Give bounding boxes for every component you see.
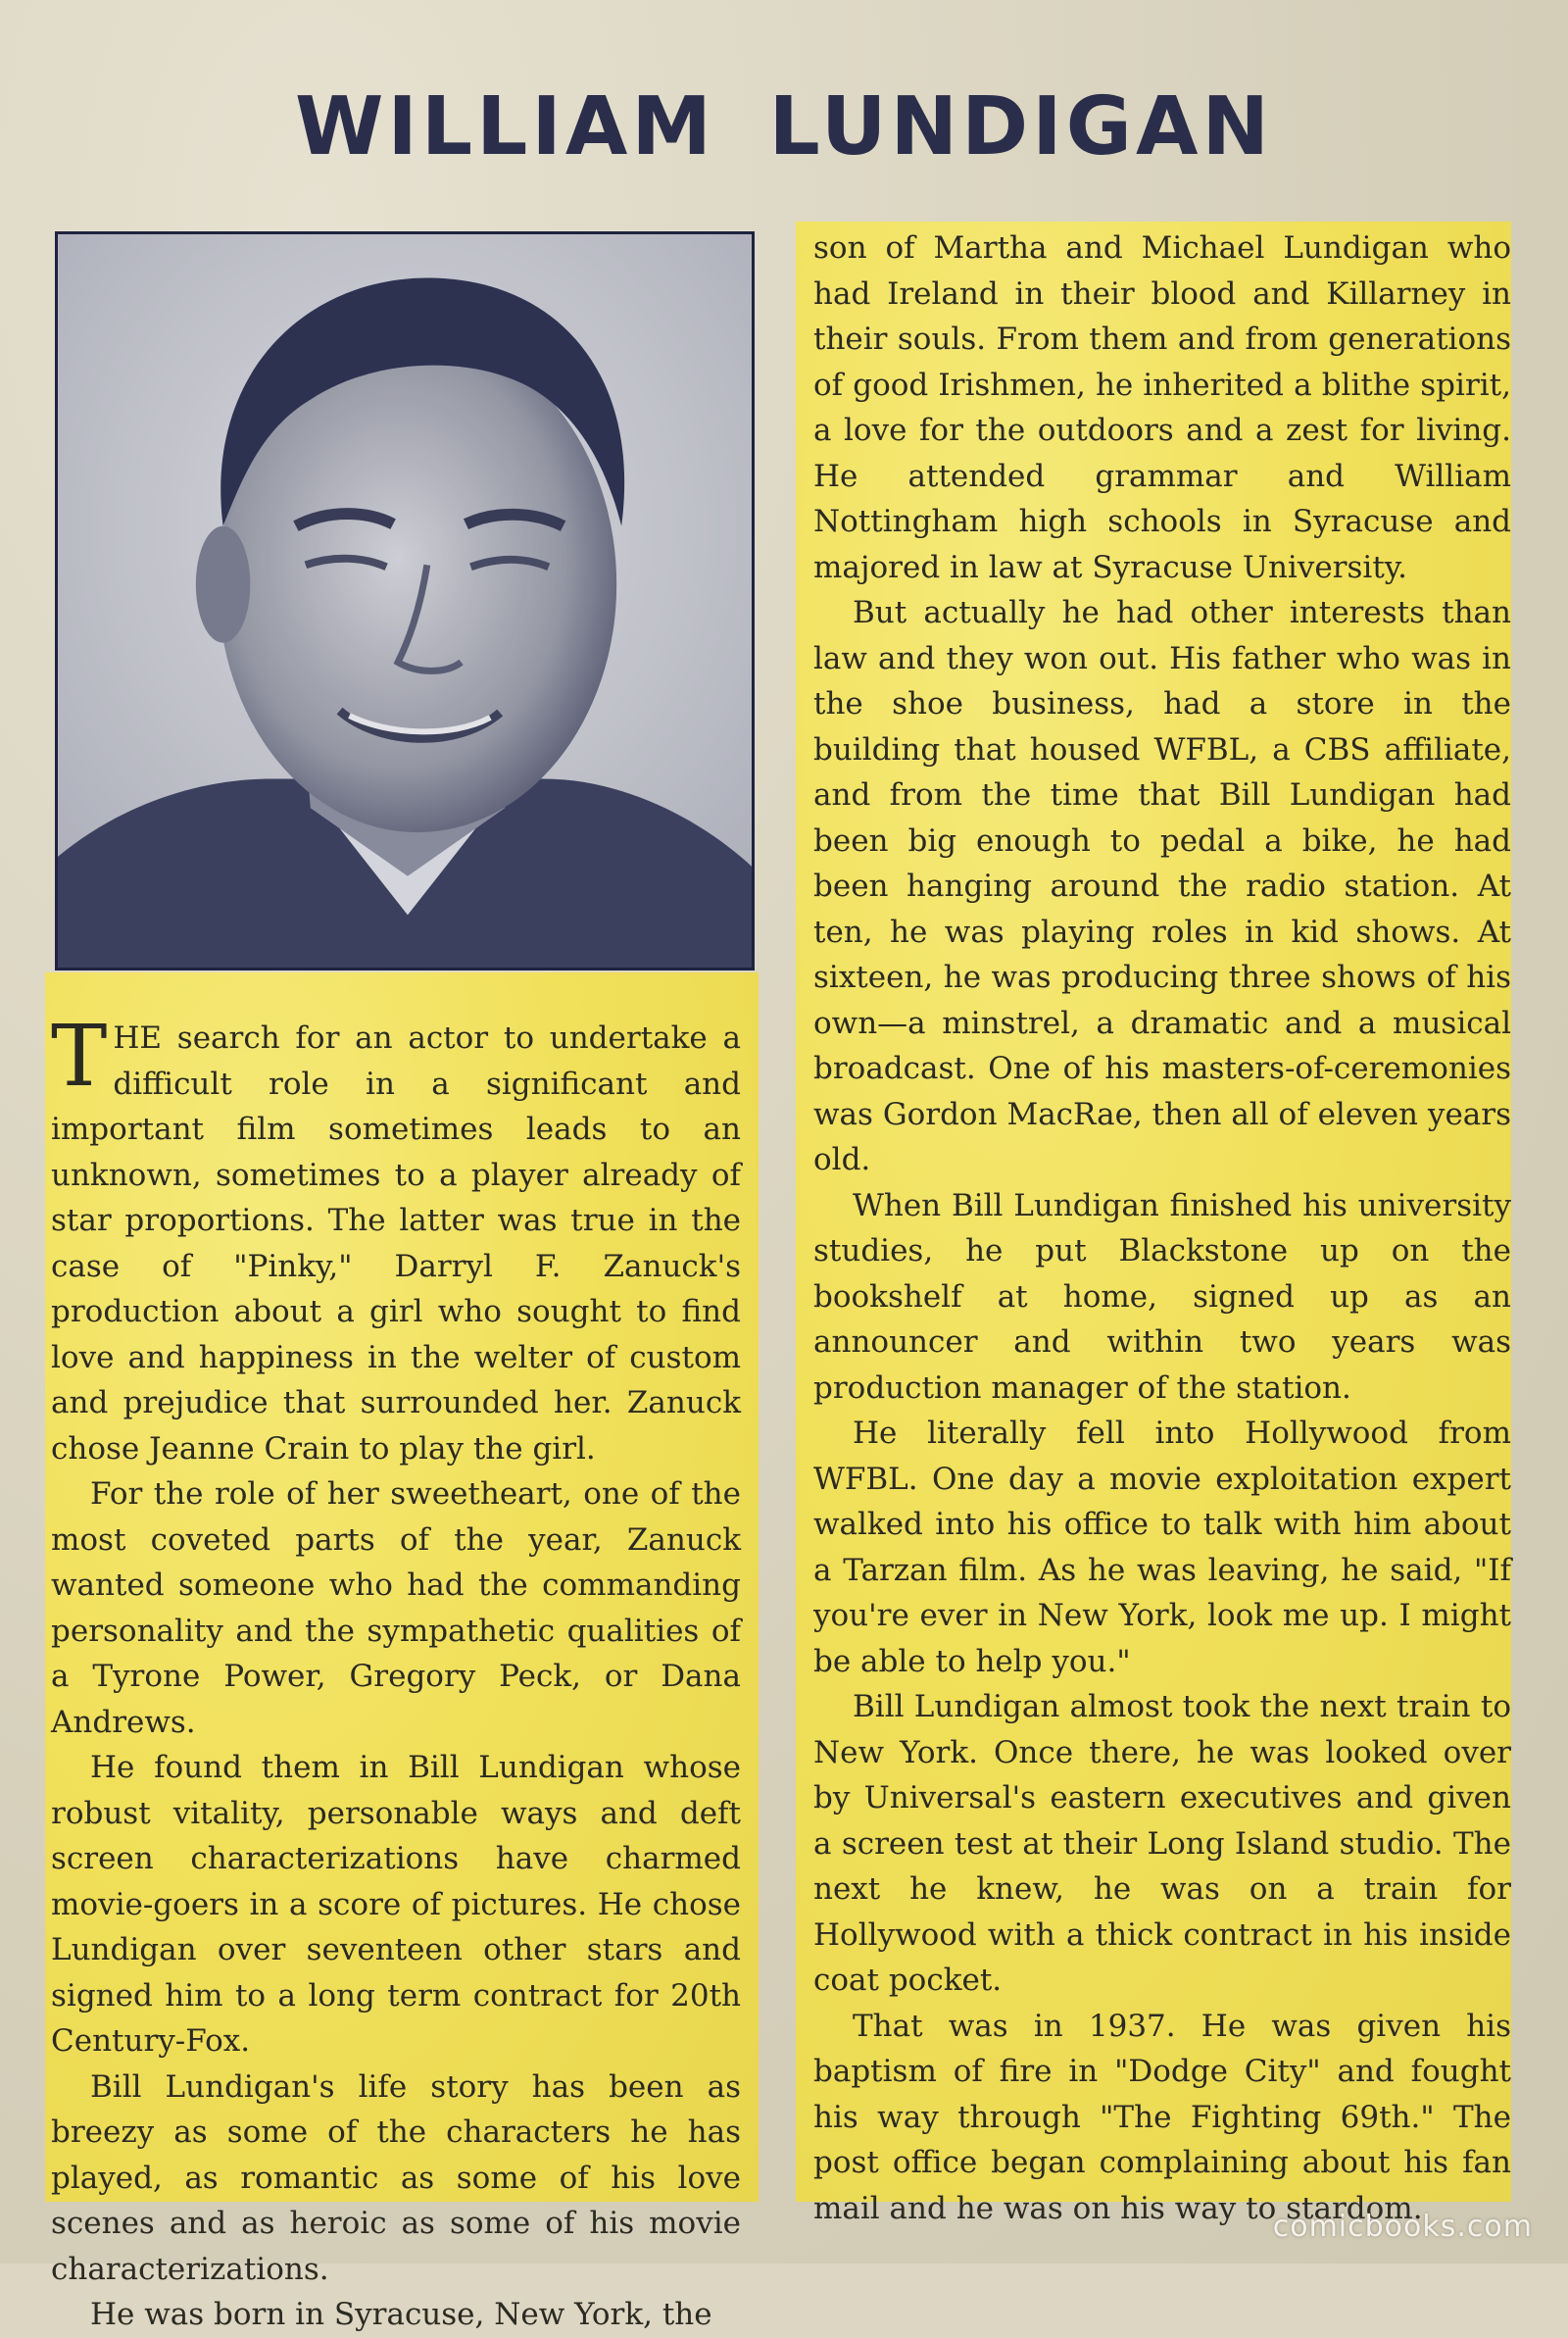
article-paragraph: He was born in Syracuse, New York, the bbox=[90, 2297, 712, 2332]
article-paragraph: But actually he had other interests than law and they won out. His father who was in the shoe business, had a store in the building that housed WFBL, a CBS affiliate, and from the time that Bill Lundigan had been big enough to pedal a bike, he had been hanging around the radio station. At ten, he was playing roles in kid shows. At sixteen, he was producing three shows of his own—a minstrel, a dramatic and a musical broadcast. One of his masters-of-ceremonies was Gordon MacRae, then all of eleven years old. bbox=[813, 595, 1511, 1177]
article-right-column bbox=[796, 222, 1511, 2226]
article-paragraph: He found them in Bill Lundigan whose robust vitality, personable ways and deft screen characterizations have charmed movie-goers in a score of pictures. He chose Lundigan over seventeen other stars and signed him to a long term contract for 20th Century-Fox. bbox=[51, 1750, 741, 2059]
article-paragraph: He literally fell into Hollywood from WFBL. One day a movie exploitation expert walked into his office to talk with him about a Tarzan film. As he was leaving, he said, "If you're ever in New York, look me up. I might be able to help you." bbox=[813, 1416, 1511, 1679]
article-paragraph: For the role of her sweetheart, one of the most coveted parts of the year, Zanuck wanted someone who had the commanding personality and the sympathetic qualities of a Tyrone Power, Gregory Peck, or Dana Andrews. bbox=[51, 1476, 741, 1740]
source-watermark: comicbooks.com bbox=[1272, 2210, 1533, 2244]
article-paragraph: That was in 1937. He was given his baptism of fire in "Dodge City" and fought his way through "The Fighting 69th." The post office began complaining about his fan mail and he was on his way to stardom. bbox=[813, 2008, 1511, 2226]
page-title: WILLIAM LUNDIGAN bbox=[294, 80, 1274, 174]
paragraph-text: HE search for an actor to undertake a difficult role in a significant and important film sometimes leads to an unknown, sometimes to a player already of star proportions. The latter was true in the case of "Pinky," Darryl F. Zanuck's production about a girl who sought to find love and happiness in the welter of custom and prejudice that surrounded her. Zanuck chose Jeanne Crain to play the girl. bbox=[51, 1020, 741, 1467]
article-paragraph bbox=[51, 1008, 741, 1471]
article-paragraph: When Bill Lundigan finished his university studies, he put Blackstone up on the bookshelf at home, signed up as an announcer and within two years was production manager of the station. bbox=[813, 1187, 1511, 1406]
article-left-column bbox=[45, 972, 759, 2332]
portrait-image bbox=[58, 234, 752, 968]
article-paragraph: Bill Lundigan almost took the next train to New York. Once there, he was looked over by Universal's eastern executives and given a screen test at their Long Island studio. The next he knew, he was on a train for Hollywood with a thick contract in his inside coat pocket. bbox=[813, 1689, 1511, 1998]
article-paragraph: son of Martha and Michael Lundigan who had Ireland in their blood and Killarney in their souls. From them and from generations of good Irishmen, he inherited a blithe spirit, a love for the outdoors and a zest for living. He attended grammar and William Nottingham high schools in Syracuse and majored in law at Syracuse University. bbox=[813, 230, 1511, 585]
article-paragraph: Bill Lundigan's life story has been as breezy as some of the characters he has played, as romantic as some of his love scenes and as heroic as some of his movie characterizations. bbox=[51, 2068, 741, 2287]
portrait-photo bbox=[55, 231, 755, 970]
drop-cap: T bbox=[51, 1008, 108, 1106]
